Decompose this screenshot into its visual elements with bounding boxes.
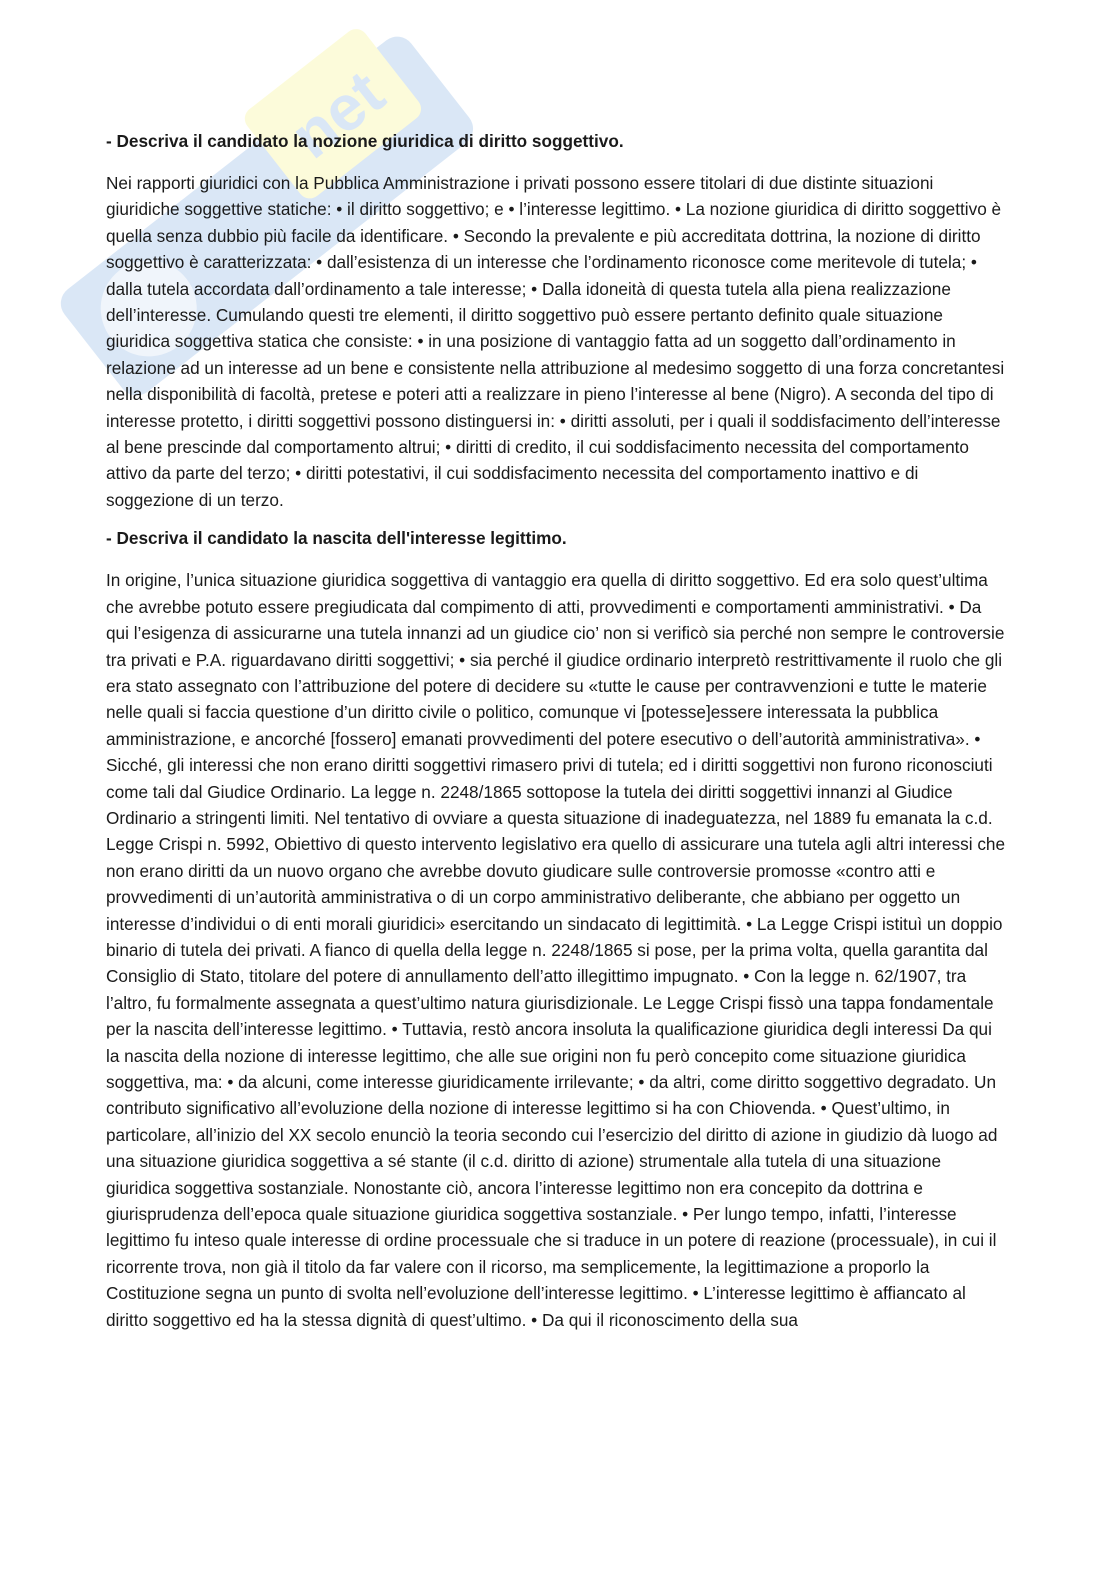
section-heading-interesse-legittimo: - Descriva il candidato la nascita dell'interesse legittimo.	[106, 528, 567, 549]
document-content	[106, 128, 1008, 1345]
section-body-diritto-soggettivo: Nei rapporti giuridici con la Pubblica Amministrazione i privati possono essere titolari di due distinte situazioni giuridiche soggettive statiche: • il diritto soggettivo; e • l’interesse legittimo. • La nozione giuridica di diritto soggettivo è quella senza dubbio più facile da identificare. • Secondo la prevalente e più accreditata dottrina, la nozione di diritto soggettivo è caratterizzata: • dall’esistenza di un interesse che l’ordinamento riconosce come meritevole di tutela; • dalla tutela accordata dall’ordinamento a tale interesse; • Dalla idoneità di questa tutela alla piena realizzazione dell’interesse. Cumulando questi tre elementi, il diritto soggettivo può essere pertanto definito quale situazione giuridica soggettiva statica che consiste: • in una posizione di vantaggio fatta ad un soggetto dall’ordinamento in relazione ad un interesse ad un bene e consistente nella attribuzione al medesimo soggetto di una forza concretantesi nella disponibilità di facoltà, pretese e poteri atti a realizzare in pieno l’interesse al bene (Nigro). A seconda del tipo di interesse protetto, i diritti soggettivi possono distinguersi in: • diritti assoluti, per i quali il soddisfacimento dell’interesse al bene prescinde dal comportamento altrui; • diritti di credito, il cui soddisfacimento necessita del comportamento attivo da parte del terzo; • diritti potestativi, il cui soddisfacimento necessita del comportamento inattivo e di soggezione di un terzo.	[106, 173, 1005, 510]
watermark-text: net	[277, 56, 398, 173]
section-heading-diritto-soggettivo: - Descriva il candidato la nozione giuridica di diritto soggettivo.	[106, 131, 624, 151]
section-body-interesse-legittimo: In origine, l’unica situazione giuridica soggettiva di vantaggio era quella di diritto soggettivo. Ed era solo quest’ultima che avrebbe potuto essere pregiudicata dal compimento di atti, provvedimenti e comportamenti amministrativi. • Da qui l’esigenza di assicurarne una tutela innanzi ad un giudice cio’ non si verificò sia perché non sempre le controversie tra privati e P.A. riguardavano diritti soggettivi; • sia perché il giudice ordinario interpretò restrittivamente il ruolo che gli era stato assegnato con l’attribuzione del potere di decidere su «tutte le cause per contravvenzioni e tutte le materie nelle quali si faccia questione d’un diritto civile o politico, comunque vi [potesse]essere interessata la pubblica amministrazione, e ancorché [fossero] emanati provvedimenti del potere esecutivo o dell’autorità amministrativa». • Sicché, gli interessi che non erano diritti soggettivi rimasero privi di tutela; ed i diritti soggettivi non furono riconosciuti come tali dal Giudice Ordinario. La legge n. 2248/1865 sottopose la tutela dei diritti soggettivi innanzi al Giudice Ordinario a stringenti limiti. Nel tentativo di ovviare a questa situazione di inadeguatezza, nel 1889 fu emanata la c.d. Legge Crispi n. 5992, Obiettivo di questo intervento legislativo era quello di assicurare una tutela agli altri interessi che non erano diritti da un nuovo organo che avrebbe dovuto giudicare sulle controversie promosse «contro atti e provvedimenti di un’autorità amministrativa o di un corpo amministrativo deliberante, che abbiano per oggetto un interesse d’individui o di enti morali giuridici» esercitando un sindacato di legittimità. • La Legge Crispi istituì un doppio binario di tutela dei privati. A fianco di quella della legge n. 2248/1865 si pose, per la prima volta, quella garantita dal Consiglio di Stato, titolare del potere di annullamento dell’atto illegittimo impugnato. • Con la legge n. 62/1907, tra l’altro, fu formalmente assegnata a quest’ultimo natura giurisdizionale. Le Legge Crispi fissò una tappa fondamentale per la nascita dell’interesse legittimo. • Tuttavia, restò ancora insoluta la qualificazione giuridica degli interessi Da qui la nascita della nozione di interesse legittimo, che alle sue origini non fu però concepito come situazione giuridica soggettiva, ma: • da alcuni, come interesse giuridicamente irrilevante; • da altri, come diritto soggettivo degradato. Un contributo significativo all’evoluzione della nozione di interesse legittimo si ha con Chiovenda. • Quest’ultimo, in particolare, all’inizio del XX secolo enunciò la teoria secondo cui l’esercizio del diritto di azione in giudizio dà luogo ad una situazione giuridica soggettiva a sé stante (il c.d. diritto di azione) strumentale alla tutela di una situazione giuridica soggettiva sostanziale. Nonostante ciò, ancora l’interesse legittimo non era concepito da dottrina e giurisprudenza dell’epoca quale situazione giuridica soggettiva sostanziale. • Per lungo tempo, infatti, l’interesse legittimo fu inteso quale interesse di ordine processuale che si traduce in un potere di reazione (processuale), in cui il ricorrente trova, non già il titolo da far valere con il ricorso, ma semplicemente, la legittimazione a proporlo la Costituzione segna un punto di svolta nell’evoluzione dell’interesse legittimo. • L’interesse legittimo è affiancato al diritto soggettivo ed ha la stessa dignità di quest’ultimo. • Da qui il riconoscimento della sua	[106, 570, 1006, 1330]
